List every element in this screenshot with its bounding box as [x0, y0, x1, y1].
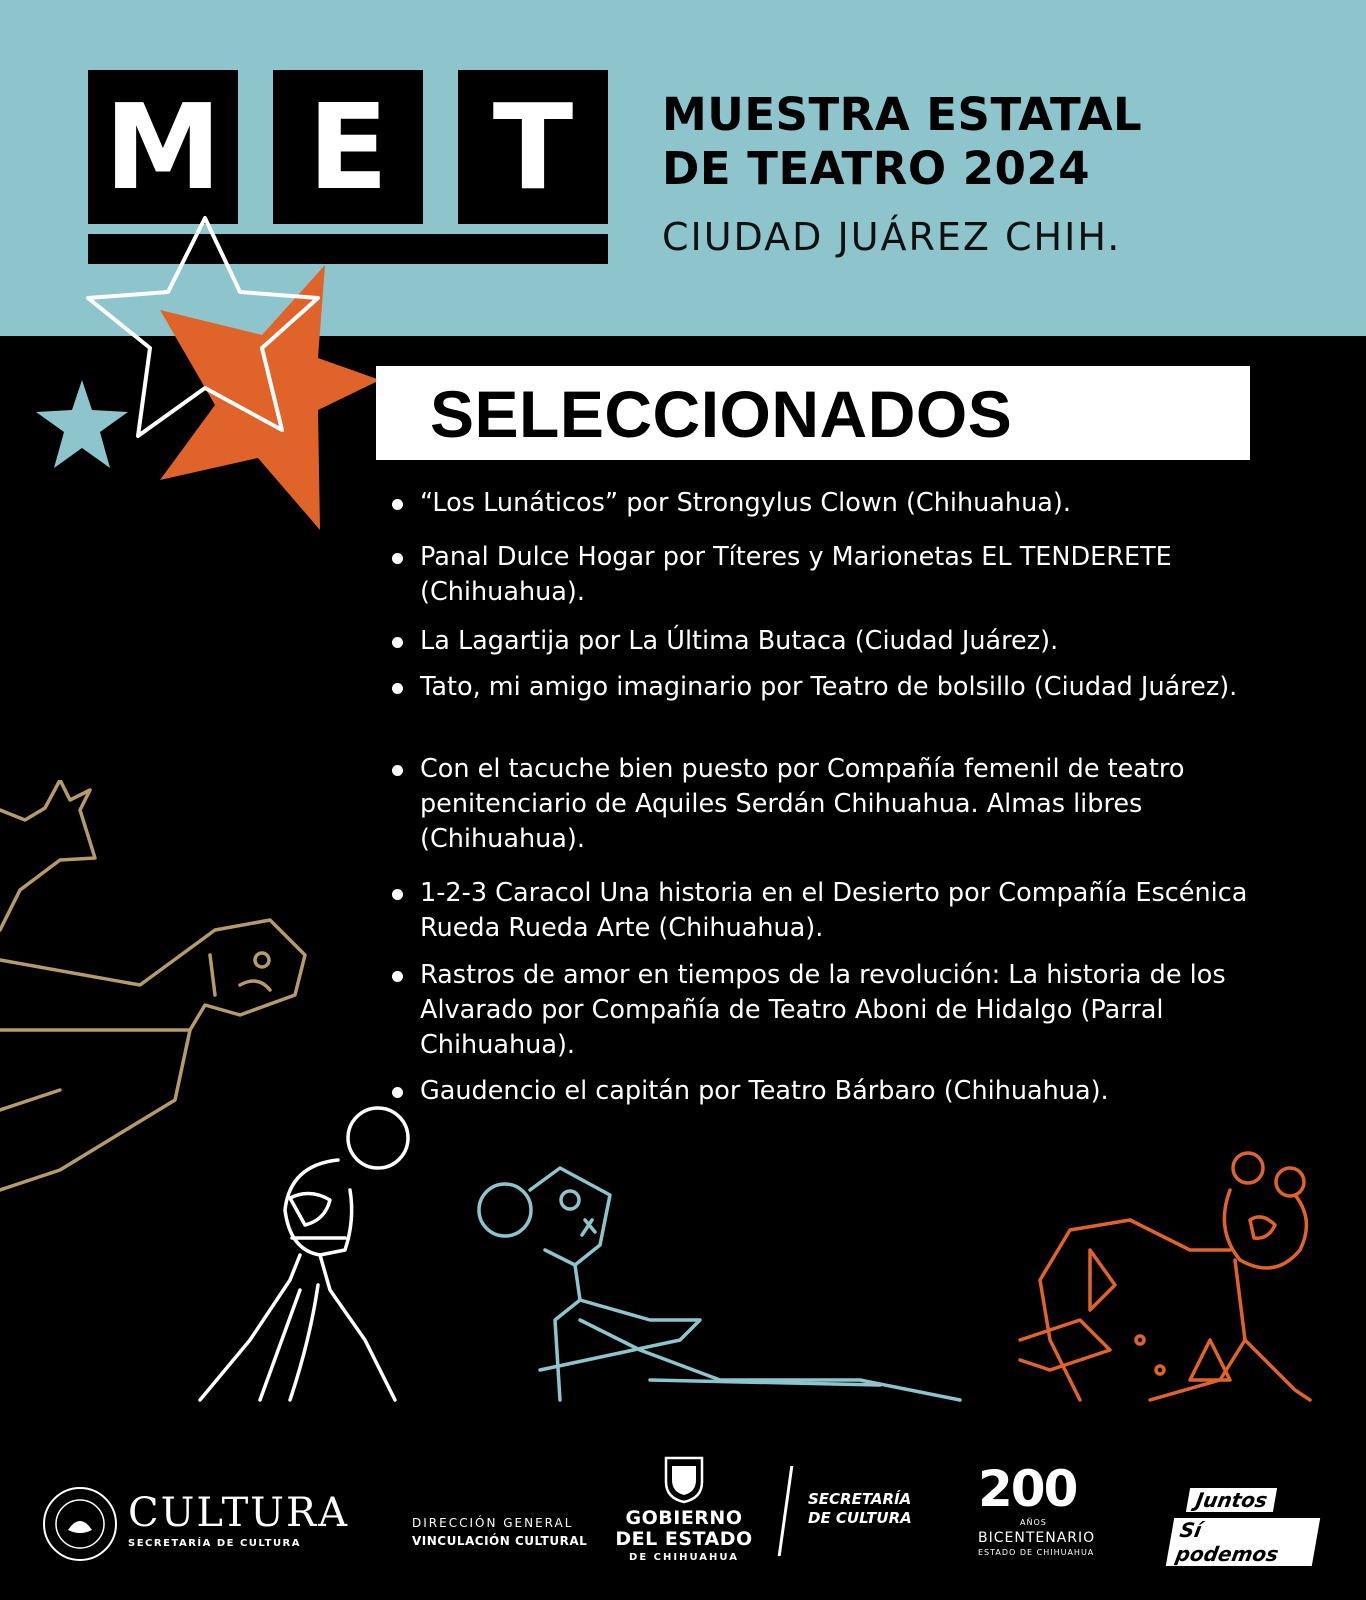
bullet-icon — [392, 637, 403, 648]
list-item — [392, 486, 1272, 521]
secretaria-line1: SECRETARÍA — [808, 1490, 912, 1508]
logo-letter-t — [458, 70, 608, 224]
logo-letter-t-text: T — [492, 78, 574, 216]
blue-character-illustration — [479, 1168, 960, 1400]
list-item-text: Gaudencio el capitán por Teatro Bárbaro (Chihuahua). — [420, 1076, 1109, 1106]
juntos-line1: Juntos — [1186, 1488, 1277, 1512]
bullet-icon — [392, 765, 403, 776]
secretaria-cultura-text — [808, 1490, 912, 1528]
bicentenario-word: BICENTENARIO — [978, 1530, 1096, 1546]
direccion-general-line2: VINCULACIÓN CULTURAL — [412, 1534, 588, 1548]
logo-letter-m-text: M — [104, 78, 222, 216]
list-item-text: Panal Dulce Hogar por Títeres y Marionetas EL TENDERETE (Chihuahua). — [420, 542, 1172, 607]
gobierno-logo-text — [606, 1508, 762, 1550]
list-item — [392, 670, 1272, 705]
direccion-general-line1: DIRECCIÓN GENERAL — [412, 1516, 574, 1530]
bullet-icon — [392, 553, 403, 564]
bicentenario-subtitle: ESTADO DE CHIHUAHUA — [978, 1548, 1095, 1557]
list-item-text: 1-2-3 Caracol Una historia en el Desierto por Compañía Escénica Rueda Rueda Arte (Chihuahua). — [420, 878, 1248, 943]
gold-character-illustration — [0, 780, 305, 1190]
bullet-icon — [392, 683, 403, 694]
list-item-text: La Lagartija por La Última Butaca (Ciudad Juárez). — [420, 626, 1059, 656]
event-title-line2: DE TEATRO 2024 — [662, 142, 1091, 195]
cultura-subtitle: SECRETARÍA DE CULTURA — [128, 1538, 301, 1549]
bicentenario-anos: AÑOS — [1020, 1518, 1047, 1527]
mexico-seal-icon — [40, 1484, 120, 1564]
event-location: CIUDAD JUÁREZ CHIH. — [662, 215, 1122, 259]
gobierno-line2: DEL ESTADO — [615, 1528, 753, 1550]
list-item — [392, 624, 1272, 659]
logo-letter-e-text: E — [307, 78, 389, 216]
white-character-illustration — [200, 1108, 408, 1400]
blue-star-icon — [36, 380, 128, 468]
stars-decoration — [0, 200, 400, 560]
gobierno-line3: DE CHIHUAHUA — [629, 1552, 739, 1563]
cultura-word: CULTURA — [128, 1490, 350, 1536]
selected-banner-label: SELECCIONADOS — [430, 377, 1013, 451]
list-item-text: Rastros de amor en tiempos de la revolución: La historia de los Alvarado por Compañía de Teatro Aboni de Hidalgo (Parral Chihuahua). — [420, 960, 1226, 1060]
list-item — [392, 540, 1272, 610]
event-title — [662, 88, 1282, 196]
chihuahua-shield-icon — [660, 1454, 708, 1504]
orange-character-illustration — [1020, 1153, 1310, 1400]
selected-banner — [376, 366, 1250, 460]
gobierno-line1: GOBIERNO — [625, 1507, 743, 1529]
bicentenario-number: 200 — [978, 1460, 1077, 1518]
event-title-line1: MUESTRA ESTATAL — [662, 88, 1143, 141]
list-item-text: Con el tacuche bien puesto por Compañía femenil de teatro penitenciario de Aquiles Serdán Chihuahua. Almas libres (Chihuahua). — [420, 754, 1185, 854]
secretaria-line2: DE CULTURA — [808, 1509, 912, 1527]
juntos-si-podemos-logo — [1166, 1482, 1316, 1566]
characters-illustration — [0, 780, 1366, 1420]
list-item-text: “Los Lunáticos” por Strongylus Clown (Chihuahua). — [420, 488, 1071, 518]
bullet-icon — [392, 499, 403, 510]
juntos-line2: Sí podemos — [1166, 1518, 1320, 1566]
list-item-text: Tato, mi amigo imaginario por Teatro de bolsillo (Ciudad Juárez). — [420, 672, 1238, 702]
